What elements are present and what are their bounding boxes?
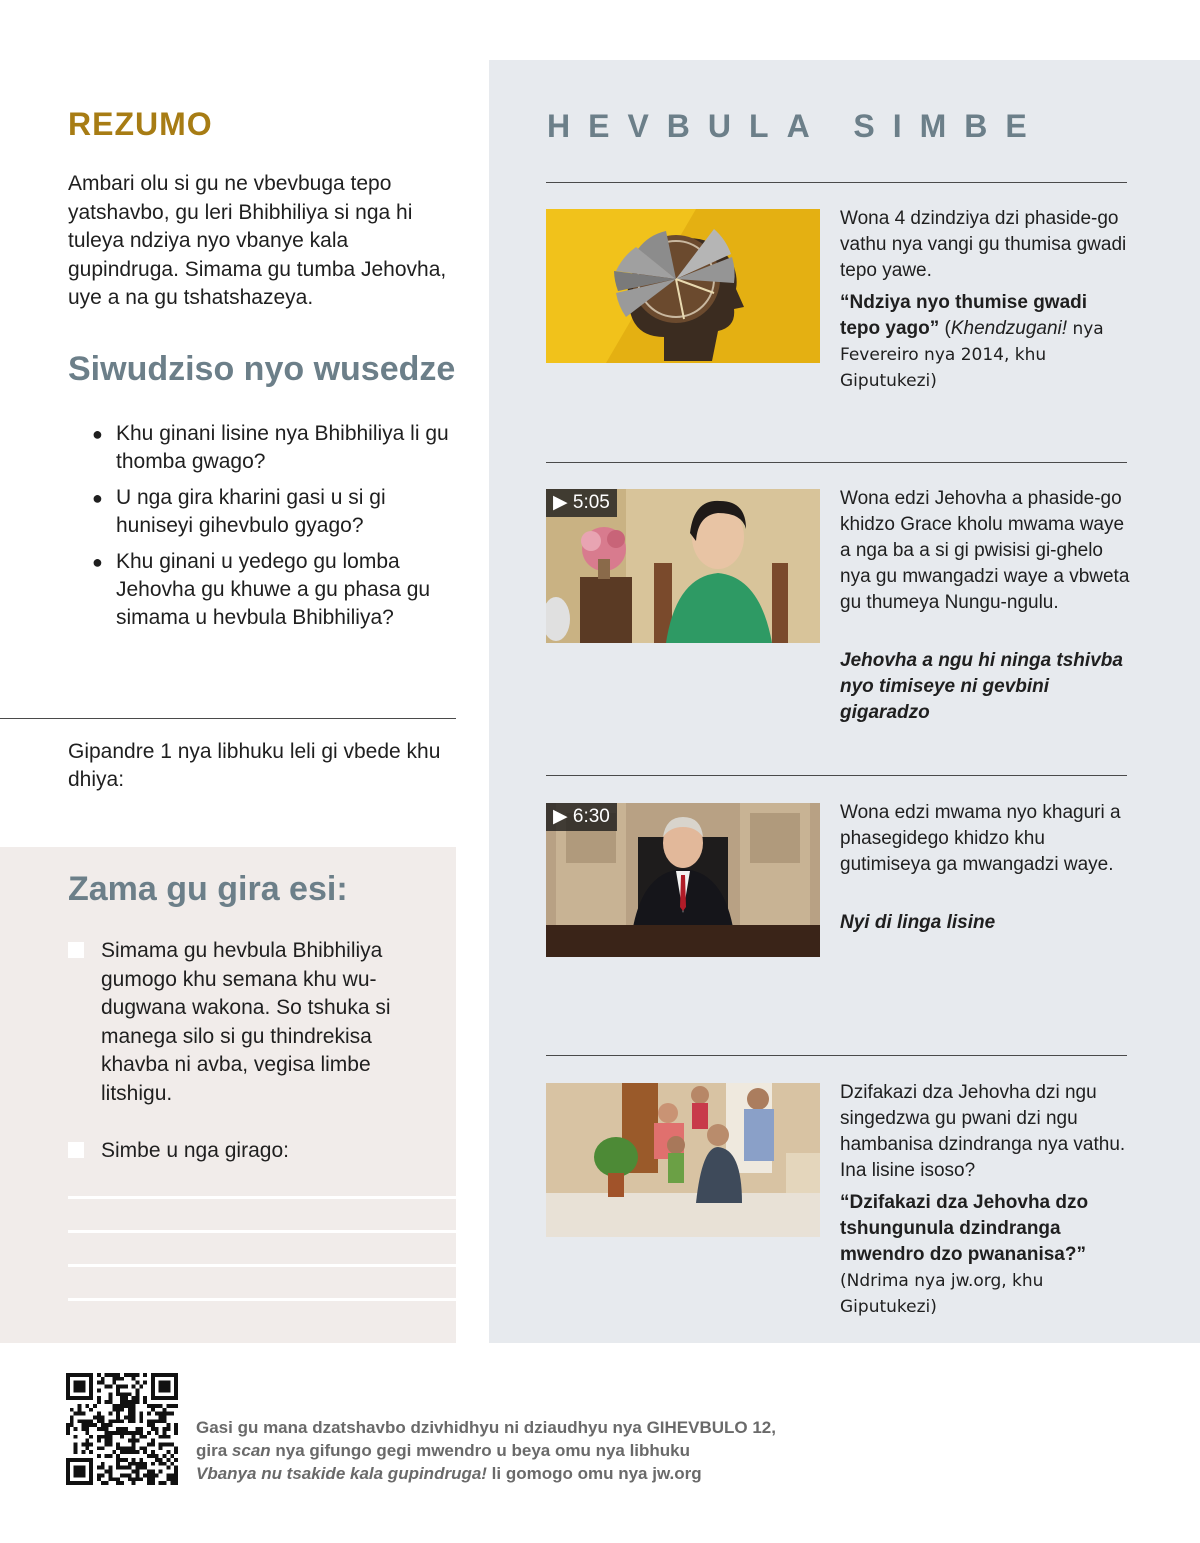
review-question: ● U nga gira kharini gasi u si gi huniseyi gihevbulo gyago?: [92, 486, 386, 537]
writing-line[interactable]: [68, 1264, 456, 1267]
qr-code-icon[interactable]: [66, 1373, 178, 1485]
bullet-icon: ●: [92, 488, 103, 508]
footer-note: Gasi gu mana dzatshavbo dzivhidhyu ni dziaudhyu nya GIHEVBULO 12, gira scan nya gifungo gegi mwendro u beya omu nya libhuku Vbanya nu tsakide kala gupindruga! li gomogo omu nya jw.org: [196, 1418, 776, 1483]
checklist-item: Simama gu hevbula Bhibhiliya gumogo khu semana khu wu-dugwana wakona. So tshuka si manega silo si gu thindrekisa khavba ni avba, vegisa limbe litshigu.: [68, 937, 428, 1108]
checkbox[interactable]: [68, 942, 84, 958]
divider: [546, 775, 1127, 776]
divider: [546, 462, 1127, 463]
item-reference[interactable]: “Dzifakazi dza Jehovha dzo tshungunula dzindranga mwendro dzo pwananisa?” (Ndrima nya jw.org, khu Giputukezi): [840, 1192, 1089, 1317]
checklist-item: Simbe u nga girago:: [68, 1137, 428, 1166]
item-description: Wona 4 dzindziya dzi phaside-go vathu nya vangi gu thumisa gwadi tepo yawe.: [840, 208, 1127, 281]
man-video-thumbnail[interactable]: [546, 803, 820, 957]
bullet-icon: ●: [92, 552, 103, 572]
woman-video-thumbnail[interactable]: [546, 489, 820, 643]
divider: [546, 182, 1127, 183]
writing-line[interactable]: [68, 1298, 456, 1301]
review-questions-list: [92, 420, 452, 640]
item-description: Dzifakazi dza Jehovha dzi ngu singedzwa gu pwani dzi ngu hambanisa dzindranga nya vathu. Ina lisine isoso?: [840, 1082, 1126, 1181]
try-title: Zama gu gira esi:: [68, 870, 348, 908]
chapter-note: Gipandre 1 nya libhuku leli gi vbede khu dhiya:: [68, 740, 441, 791]
divider: [546, 1055, 1127, 1056]
item-reference[interactable]: Jehovha a ngu hi ninga tshivba nyo timiseye ni gevbini gigaradzo: [840, 650, 1123, 723]
video-duration-badge: ▶ 6:30: [546, 803, 617, 831]
review-question: ● Khu ginani u yedego gu lomba Jehovha gu khuwe a gu phasa gu simama u hevbula Bhibhiliya?: [92, 550, 431, 629]
item-description: Wona edzi Jehovha a phaside-go khidzo Grace kholu mwama waye a nga ba a si gi pwisisi gi-ghelo nya gu mwangadzi waye a vbweta gu thumeya Nungu-ngulu.: [840, 488, 1130, 613]
summary-text: Ambari olu si gu ne vbevbuga tepo yatshavbo, gu leri Bhibhiliya si nga hi tuleya ndziya nyo vbanye kala gupindruga. Simama gu tumba Jehovha, uye a na gu tshatshazeya.: [68, 172, 447, 309]
head-clock-illustration[interactable]: [546, 209, 820, 363]
family-photo[interactable]: [546, 1083, 820, 1237]
item-reference[interactable]: “Ndziya nyo thumise gwadi tepo yago” (Khendzugani! nya Fevereiro nya 2014, khu Giputukezi): [840, 292, 1104, 391]
item-description: Wona edzi mwama nyo khaguri a phasegidego khidzo khu gutimiseya ga mwangadzi waye.: [840, 802, 1121, 875]
item-reference[interactable]: Nyi di linga lisine: [840, 912, 996, 933]
writing-line[interactable]: [68, 1230, 456, 1233]
review-title: Siwudziso nyo wusedze: [68, 350, 456, 388]
bullet-icon: ●: [92, 424, 103, 444]
further-study-title: HEVBULA SIMBE: [547, 108, 1045, 144]
video-duration-badge: ▶ 5:05: [546, 489, 617, 517]
review-question: ● Khu ginani lisine nya Bhibhiliya li gu thomba gwago?: [92, 422, 449, 473]
summary-title: REZUMO: [68, 106, 213, 142]
checkbox[interactable]: [68, 1142, 84, 1158]
writing-line[interactable]: [68, 1196, 456, 1199]
divider: [0, 718, 456, 719]
